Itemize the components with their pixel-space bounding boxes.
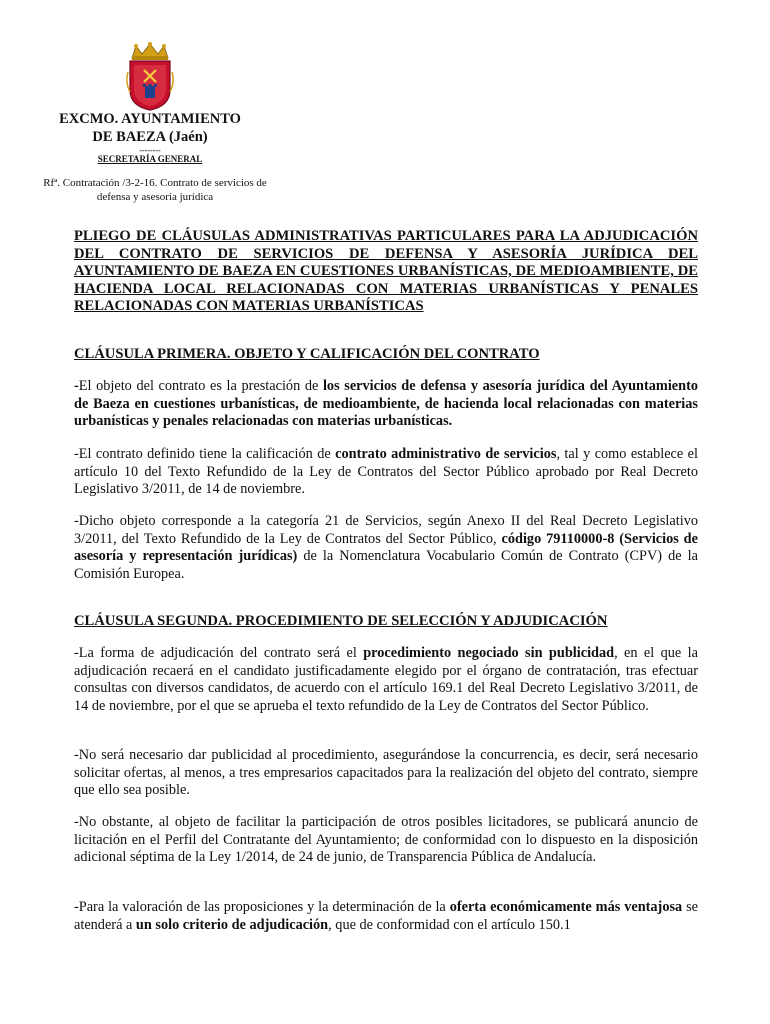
- clause-1-p2-text-c: , tal y como establece el artículo 10 del Texto Refundido de la Ley de Contratos del Sector Público aprobado por Real Decreto Legislativo 3/2011, de 14 de noviembre.: [74, 446, 698, 498]
- document-reference: [30, 176, 280, 204]
- clause-2-p4-text-e: , que de conformidad con el artículo 150.1: [328, 916, 571, 933]
- clause-1-p2-text-a: -El contrato definido tiene la calificación de: [74, 446, 336, 462]
- clause-1-p3-text-c: de la Nomenclatura Vocabulario Común de Contrato (CPV) de la Comisión Europea.: [74, 548, 698, 582]
- clause-1-p3-text-a: -Dicho objeto corresponde a la categoría 21 de Servicios, según Anexo II del Real Decreto Legislativo 3/2011, del Texto Refundido de la Ley de Contratos del Sector Público,: [74, 513, 698, 547]
- clause-2-paragraph-4: [74, 899, 698, 934]
- clause-1-p1-bold: los servicios de defensa y asesoría jurídica del Ayuntamiento de Baeza en cuestiones urbanísticas, de medioambiente, de hacienda local relacionadas con materias urbanísticas y penales relacionadas con materias urbanísticas.: [74, 378, 698, 430]
- clause-2-p1-bold: procedimiento negociado sin publicidad: [363, 645, 615, 661]
- clause-2-paragraph-2: -No será necesario dar publicidad al procedimiento, asegurándose la concurrencia, es decir, será necesario solicitar ofertas, al menos, a tres empresarios capacitados para la realización del objeto del contrato, siempre que ello sea posible.: [74, 747, 698, 799]
- clause-1-heading: CLÁUSULA PRIMERA. OBJETO Y CALIFICACIÓN DEL CONTRATO: [74, 346, 540, 362]
- clause-2-p4-text-a: -Para la valoración de las proposiciones y la determinación de la: [74, 899, 450, 915]
- clause-1-p1-dash: -: [74, 378, 79, 394]
- clause-2-p4-bold-2: un solo criterio de adjudicación: [135, 916, 329, 933]
- coat-of-arms-logo: [124, 42, 176, 112]
- clause-1-p2-bold: contrato administrativo de servicios: [335, 446, 557, 462]
- department-name: SECRETARÍA GENERAL: [97, 154, 203, 164]
- clause-1-paragraph-1: [74, 378, 698, 431]
- clause-2-heading: CLÁUSULA SEGUNDA. PROCEDIMIENTO DE SELECCIÓN Y ADJUDICACIÓN: [74, 613, 608, 629]
- clause-2-p4-bold-1: oferta económicamente más ventajosa: [449, 899, 683, 915]
- reference-line-2: defensa y asesoría jurídica: [96, 191, 214, 203]
- document-title: PLIEGO DE CLÁUSULAS ADMINISTRATIVAS PARTICULARES PARA LA ADJUDICACIÓN DEL CONTRATO DE SERVICIOS DE DEFENSA Y ASESORÍA JURÍDICA DEL AYUNTAMIENTO DE BAEZA EN CUESTIONES URBANÍSTICAS, DE MEDIOAMBIENTE, DE HACIENDA LOCAL RELACIONADAS CON MATERIAS URBANÍSTICAS Y PENALES RELACIONADAS CON MATERIAS URBANÍSTICAS: [74, 228, 698, 314]
- clause-1-p3-bold: código 79110000-8 (Servicios de asesoría y representación jurídicas): [74, 530, 698, 565]
- clause-1-p1-text: El objeto del contrato es la prestación de: [78, 378, 323, 394]
- clause-2-p1-text-c: , en el que la adjudicación recaerá en el candidato justificadamente elegido por el órgano de contratación, tras efectuar consultas con diversos candidatos, de acuerdo con el artículo 169.1 del Real Decreto Legislativo 3/2011, de 14 de noviembre, por el que se aprueba el texto refundido de la Ley de Contratos del Sector Público.: [74, 645, 698, 714]
- clause-1-paragraph-3: [74, 513, 698, 583]
- organization-name: [30, 110, 270, 146]
- clause-1-paragraph-2: [74, 446, 698, 499]
- clause-2-paragraph-1: [74, 645, 698, 715]
- organization-line-1: EXCMO. AYUNTAMIENTO: [59, 111, 241, 127]
- clause-2-paragraph-3: -No obstante, al objeto de facilitar la participación de otros posibles licitadores, se publicará anuncio de licitación en el Perfil del Contratante del Ayuntamiento; de conformidad con lo dispuesto en la disposición adicional séptima de la Ley 1/2014, de 24 de junio, de Transparencia Pública de Andalucía.: [74, 814, 698, 866]
- clause-2-p4-text-c: se atenderá a: [74, 899, 699, 933]
- organization-line-2: DE BAEZA (Jaén): [92, 129, 208, 145]
- clause-2-p1-text-a: -La forma de adjudicación del contrato será el: [74, 645, 364, 661]
- header-separator: --------: [139, 146, 161, 155]
- reference-line-1: Rfª. Contratación /3-2-16. Contrato de servicios de: [43, 177, 267, 189]
